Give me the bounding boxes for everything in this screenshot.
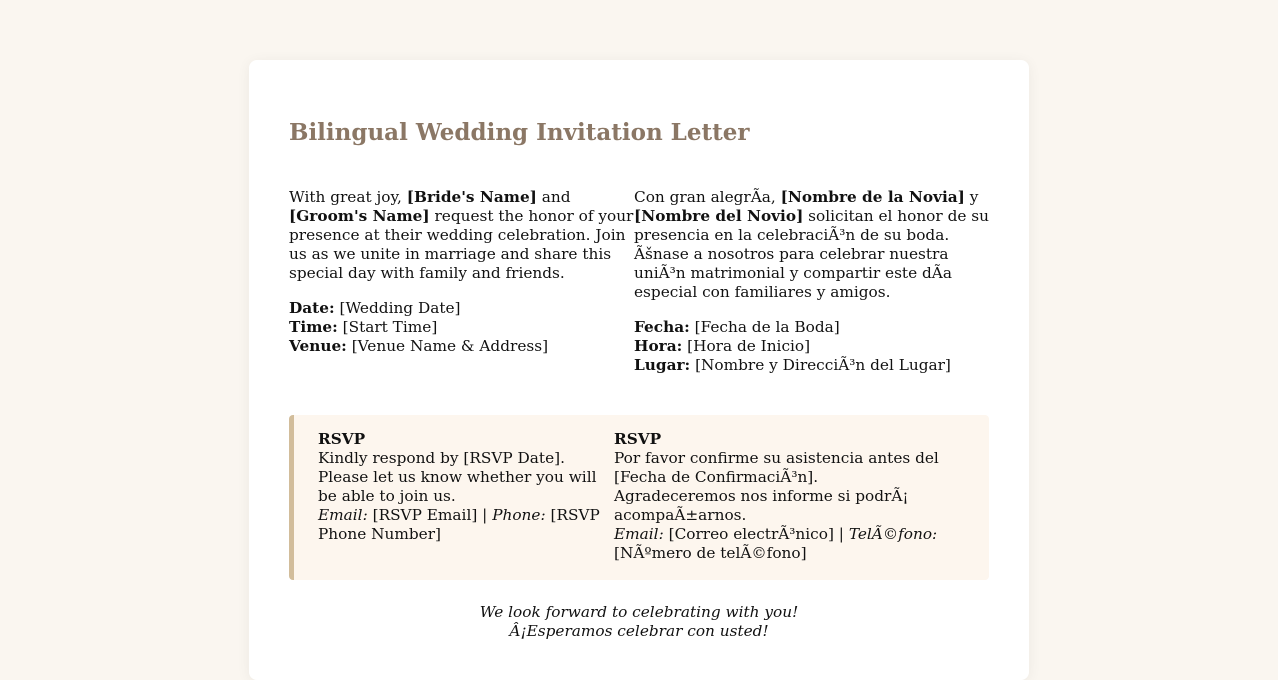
english-intro-prefix: With great joy,	[289, 188, 407, 206]
english-column	[289, 188, 634, 375]
rsvp-box	[289, 415, 989, 580]
spanish-intro	[634, 188, 989, 302]
spanish-venue-value: [Nombre y DirecciÃ³n del Lugar]	[690, 356, 951, 374]
english-venue-label: Venue:	[289, 337, 347, 355]
rsvp-english	[318, 430, 614, 580]
spanish-date-row	[634, 318, 989, 337]
spanish-time-row	[634, 337, 989, 356]
rsvp-spanish-email-label: Email:	[614, 525, 664, 543]
rsvp-spanish-phone-value: [NÃºmero de telÃ©fono]	[614, 544, 807, 562]
rsvp-english-phone-label: Phone:	[492, 506, 546, 524]
english-intro	[289, 188, 634, 283]
english-date-row	[289, 299, 634, 318]
rsvp-spanish-email-value: [Correo electrÃ³nico] |	[663, 525, 849, 543]
spanish-groom-name: [Nombre del Novio]	[634, 207, 804, 225]
rsvp-spanish-text: Por favor confirme su asistencia antes del [Fecha de ConfirmaciÃ³n]. Agradeceremos nos informe si podrÃ¡ acompaÃ±arnos.	[614, 449, 939, 524]
english-time-row	[289, 318, 634, 337]
english-date-value: [Wedding Date]	[334, 299, 461, 317]
english-venue-value: [Venue Name & Address]	[346, 337, 549, 355]
english-intro-suffix: request the honor of your presence at their wedding celebration. Join us as we unite in marriage and share this special day with family and friends.	[289, 207, 634, 282]
english-details	[289, 299, 634, 356]
rsvp-spanish-heading: RSVP	[614, 430, 662, 448]
english-date-label: Date:	[289, 299, 335, 317]
rsvp-english-heading: RSVP	[318, 430, 366, 448]
invitation-card	[249, 60, 1029, 680]
rsvp-english-contact	[318, 506, 614, 544]
closing-english: We look forward to celebrating with you!	[479, 603, 799, 621]
spanish-date-value: [Fecha de la Boda]	[689, 318, 840, 336]
spanish-bride-name: [Nombre de la Novia]	[780, 188, 965, 206]
english-groom-name: [Groom's Name]	[289, 207, 430, 225]
spanish-date-label: Fecha:	[634, 318, 690, 336]
rsvp-english-email-value: [RSVP Email] |	[367, 506, 493, 524]
spanish-intro-suffix: solicitan el honor de su presencia en la celebraciÃ³n de su boda. Ãšnase a nosotros para celebrar nuestra uniÃ³n matrimonial y compartir este dÃa especial con familiares y amigos.	[634, 207, 989, 301]
spanish-time-value: [Hora de Inicio]	[682, 337, 811, 355]
spanish-time-label: Hora:	[634, 337, 683, 355]
spanish-details	[634, 318, 989, 375]
spanish-venue-label: Lugar:	[634, 356, 691, 374]
english-time-value: [Start Time]	[337, 318, 438, 336]
rsvp-english-phone-value: [RSVP Phone Number]	[318, 506, 600, 543]
letter-title: Bilingual Wedding Invitation Letter	[289, 119, 750, 146]
invitation-columns	[289, 188, 989, 375]
english-venue-row	[289, 337, 634, 356]
spanish-column	[634, 188, 989, 375]
english-time-label: Time:	[289, 318, 338, 336]
spanish-venue-row	[634, 356, 989, 375]
spanish-intro-prefix: Con gran alegrÃa,	[634, 188, 781, 206]
spanish-and: y	[964, 188, 979, 206]
english-and: and	[536, 188, 571, 206]
rsvp-spanish	[614, 430, 944, 580]
closing-spanish: Â¡Esperamos celebrar con usted!	[509, 622, 769, 640]
rsvp-spanish-phone-label: TelÃ©fono:	[848, 525, 938, 543]
rsvp-english-email-label: Email:	[318, 506, 368, 524]
closing-message	[289, 603, 989, 641]
rsvp-spanish-contact	[614, 525, 944, 563]
rsvp-english-text: Kindly respond by [RSVP Date]. Please let us know whether you will be able to join us.	[318, 449, 597, 505]
english-bride-name: [Bride's Name]	[406, 188, 537, 206]
